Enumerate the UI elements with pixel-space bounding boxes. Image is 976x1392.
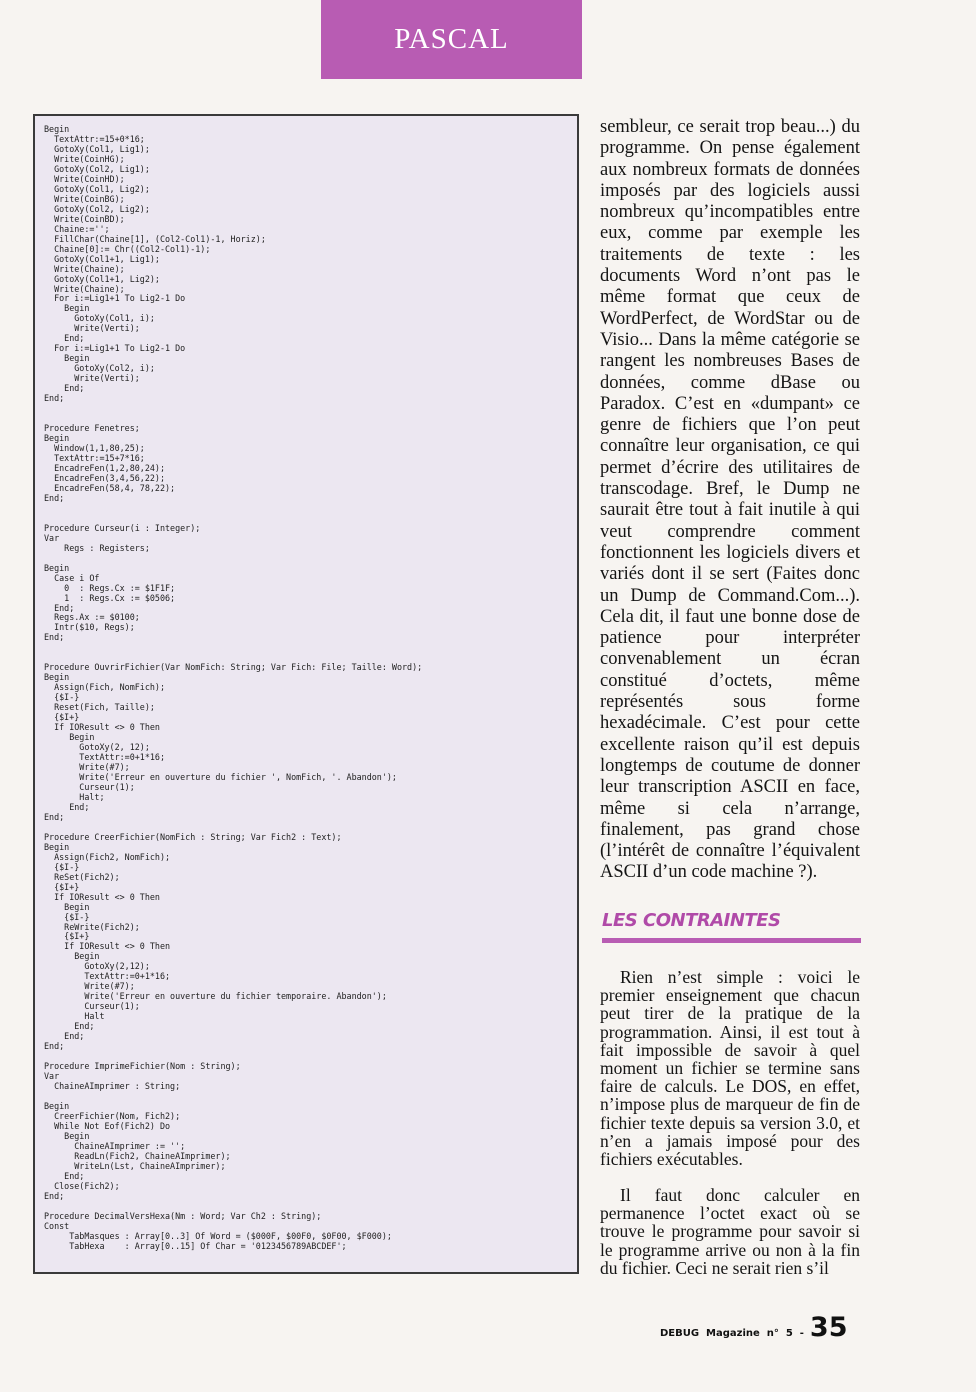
- code-line: GotoXy(Col2, Lig2);: [54, 203, 150, 214]
- code-line: Curseur(1);: [84, 1001, 140, 1012]
- code-line: Write(Chaine);: [54, 283, 125, 294]
- code-line: Procedure Curseur(i : Integer);: [44, 522, 201, 533]
- section-heading: LES CONTRAINTES: [602, 910, 781, 931]
- code-line: Write(CoinHD);: [54, 173, 125, 184]
- code-line: TextAttr:=0+1*16;: [79, 752, 166, 763]
- code-line: Write('Erreur en ouverture du fichier temporaire. Abandon');: [84, 991, 387, 1002]
- code-line: Regs : Registers;: [64, 542, 150, 553]
- code-line: For i:=Lig1+1 To Lig2-1 Do: [54, 293, 186, 304]
- code-line: GotoXy(Col1+1, Lig2);: [54, 273, 160, 284]
- section-title: PASCAL: [394, 23, 509, 55]
- code-line: TabMasques : Array[0..3] Of Word = ($000F, $00F0, $0F00, $F000);: [69, 1230, 392, 1241]
- code-line: While Not Eof(Fich2) Do: [54, 1120, 171, 1131]
- code-line: {$I+}: [54, 881, 80, 892]
- page-number: 35: [809, 1312, 848, 1343]
- code-line: TextAttr:=15+7*16;: [54, 452, 145, 463]
- code-line: Begin: [64, 1130, 90, 1141]
- code-line: Curseur(1);: [79, 781, 135, 792]
- code-line: End;: [44, 632, 65, 643]
- code-line: ReSet(Fich2);: [54, 871, 120, 882]
- code-line: Write(#7);: [79, 762, 130, 772]
- code-line: GotoXy(Col2, Lig1);: [54, 163, 150, 174]
- code-line: GotoXy(Col1, Lig2);: [54, 183, 150, 194]
- section-header-tab: [321, 0, 582, 79]
- code-line: Write(Chaine);: [54, 263, 125, 274]
- article-paragraph: sembleur, ce serait trop beau...) du programme. On pense également aux nombreux formats de données imposés par des logiciels aussi nombreux qu’incompatibles entre eux, comme par exemple les traitements de texte : les documents Word n’ont pas le même format que ceux de WordPerfect, de WordStar ou de Visio... Dans la même catégorie se rangent les nombreuses Bases de données, comme dBase ou Paradox. C’est en «dumpant» ce genre de fichiers que l’on peut connaître leur organisation, ce qui permet d’écrire des utilitaires de transcodage. Bref, le Dump ne saurait être tout à fait inutile à qui veut comprendre comment fonctionnent les logiciels divers et variés dont il se sert (Faites donc un Dump de Command.Com...). Cela dit, il faut une bonne dose de patience pour interpréter convenablement un écran constitué d’octets, même représentés sous forme hexadécimale. C’est pour cette excellente raison qu’il est depuis longtemps de coutume de donner leur transcription ASCII en face, même si cela n’arrange, finalement, pas grand chose (l’intérêt de connaître l’équivalent ASCII d’un code machine ?).: [600, 117, 860, 883]
- code-line: GotoXy(Col1, Lig1);: [54, 143, 150, 154]
- article-column-middle: [600, 968, 860, 1168]
- code-line: ChaineAImprimer := '';: [74, 1140, 186, 1151]
- code-line: GotoXy(Col2, i);: [74, 363, 155, 374]
- code-line: Write(Verti);: [74, 323, 140, 334]
- code-line: Write(#7);: [84, 981, 135, 992]
- code-line: Write(CoinBG);: [54, 193, 125, 204]
- code-line: Chaine[0]:= Chr((Col2-Col1)-1);: [54, 243, 211, 254]
- code-line: GotoXy(Col1, i);: [74, 313, 155, 324]
- code-line: Close(Fich2);: [54, 1180, 120, 1191]
- code-line: Begin: [44, 841, 70, 852]
- page-footer: [660, 1312, 860, 1352]
- code-line: {$I-}: [54, 861, 80, 872]
- code-line: Begin: [64, 303, 90, 314]
- code-line: Procedure OuvrirFichier(Var NomFich: String; Var Fich: File; Taille: Word);: [44, 662, 423, 673]
- code-line: End;: [69, 801, 90, 812]
- code-line: {$I-}: [64, 911, 90, 922]
- code-line: Assign(Fich, NomFich);: [54, 682, 166, 693]
- code-line: End;: [74, 1021, 95, 1032]
- code-line: Halt: [84, 1011, 105, 1022]
- code-line: For i:=Lig1+1 To Lig2-1 Do: [54, 343, 186, 354]
- code-line: Const: [44, 1220, 70, 1231]
- code-line: Write(CoinBD);: [54, 213, 125, 224]
- code-line: Var: [44, 1071, 60, 1082]
- code-line: Write(CoinHG);: [54, 153, 125, 164]
- code-line: Halt;: [79, 791, 105, 802]
- heading-rule: [602, 938, 861, 943]
- code-line: EncadreFen(3,4,56,22);: [54, 472, 166, 483]
- code-line: 0 : Regs.Cx := $1F1F;: [64, 582, 176, 593]
- code-line: End;: [44, 811, 65, 822]
- code-line: If IOResult <> 0 Then: [54, 722, 160, 733]
- code-line: If IOResult <> 0 Then: [64, 941, 171, 952]
- code-line: Chaine:='';: [54, 223, 110, 234]
- code-line: EncadreFen(58,4, 78,22);: [54, 482, 176, 493]
- code-line: End;: [54, 602, 75, 613]
- code-line: Procedure Fenetres;: [44, 423, 140, 434]
- code-line: ReadLn(Fich2, ChaineAImprimer);: [74, 1150, 231, 1161]
- code-line: TextAttr:=15+0*16;: [54, 133, 145, 144]
- code-line: 1 : Regs.Cx := $0506;: [64, 592, 176, 603]
- code-line: GotoXy(2, 12);: [79, 742, 150, 753]
- code-line: Procedure DecimalVersHexa(Nm : Word; Var Ch2 : String);: [44, 1210, 322, 1221]
- code-line: Intr($10, Regs);: [54, 622, 135, 633]
- code-line: Begin: [44, 1100, 70, 1111]
- code-line: End;: [44, 393, 65, 404]
- article-paragraph: Il faut donc calculer en permanence l’octet exact où se trouve le programme pour savoir si le programme arrive ou non à la fin du fichier. Ceci ne serait rien s’il: [600, 1185, 860, 1278]
- code-line: Write(Verti);: [74, 373, 140, 384]
- code-line: End;: [64, 1031, 85, 1042]
- code-line: End;: [64, 333, 85, 344]
- code-line: {$I+}: [54, 712, 80, 723]
- code-line: CreerFichier(Nom, Fich2);: [54, 1110, 181, 1121]
- code-line: Write('Erreur en ouverture du fichier ', NomFich, '. Abandon');: [79, 771, 397, 782]
- article-column-bottom: [600, 1186, 860, 1277]
- magazine-issue: DEBUG Magazine n° 5 -: [660, 1328, 804, 1339]
- code-line: TabHexa : Array[0..15] Of Char = '0123456789ABCDEF';: [69, 1240, 347, 1251]
- code-line: Procedure CreerFichier(NomFich : String; Var Fich2 : Text);: [44, 831, 342, 842]
- code-line: End;: [64, 1170, 85, 1181]
- code-line: FillChar(Chaine[1], (Col2-Col1)-1, Horiz);: [54, 233, 266, 244]
- code-line: Case i Of: [54, 572, 100, 583]
- code-line: Var: [44, 532, 60, 543]
- code-line: ReWrite(Fich2);: [64, 921, 140, 932]
- code-line: {$I-}: [54, 692, 80, 703]
- code-line: End;: [44, 1041, 65, 1052]
- code-line: ChaineAImprimer : String;: [54, 1081, 181, 1091]
- code-line: End;: [44, 1190, 65, 1201]
- code-line: WriteLn(Lst, ChaineAImprimer);: [74, 1160, 226, 1171]
- code-line: Assign(Fich2, NomFich);: [54, 851, 171, 862]
- code-line: Begin: [44, 433, 70, 444]
- code-line: Window(1,1,80,25);: [54, 443, 145, 453]
- code-line: GotoXy(Col1+1, Lig1);: [54, 253, 160, 264]
- code-line: TextAttr:=0+1*16;: [84, 971, 171, 982]
- code-line: If IOResult <> 0 Then: [54, 891, 160, 902]
- code-listing-box: [33, 114, 579, 1274]
- code-line: Begin: [64, 353, 90, 364]
- code-line: Begin: [44, 672, 70, 683]
- code-line: EncadreFen(1,2,80,24);: [54, 462, 166, 473]
- code-line: Begin: [74, 951, 100, 962]
- code-line: Begin: [44, 124, 70, 134]
- code-line: Reset(Fich, Taille);: [54, 702, 155, 713]
- code-line: Begin: [44, 562, 70, 573]
- code-line: End;: [44, 492, 65, 503]
- code-listing: [44, 125, 422, 1251]
- code-line: Begin: [69, 732, 95, 743]
- code-line: GotoXy(2,12);: [84, 961, 150, 972]
- article-paragraph: Rien n’est simple : voici le premier enseignement que chacun peut tirer de la pratique de la programmation. Ainsi, il est tout à fait impossible de savoir à quel moment un fichier se termine sans faire de calculs. Le DOS, en effet, n’impose plus de marqueur de fin de fichier texte depuis sa version 3.0, et n’en a jamais imposé pour des fichiers exécutables.: [600, 967, 860, 1170]
- code-line: Begin: [64, 901, 90, 912]
- article-column-top: [600, 117, 860, 884]
- code-line: End;: [64, 383, 85, 394]
- code-line: Regs.Ax := $0100;: [54, 612, 140, 623]
- code-line: {$I+}: [64, 931, 90, 942]
- code-line: Procedure ImprimeFichier(Nom : String);: [44, 1061, 241, 1072]
